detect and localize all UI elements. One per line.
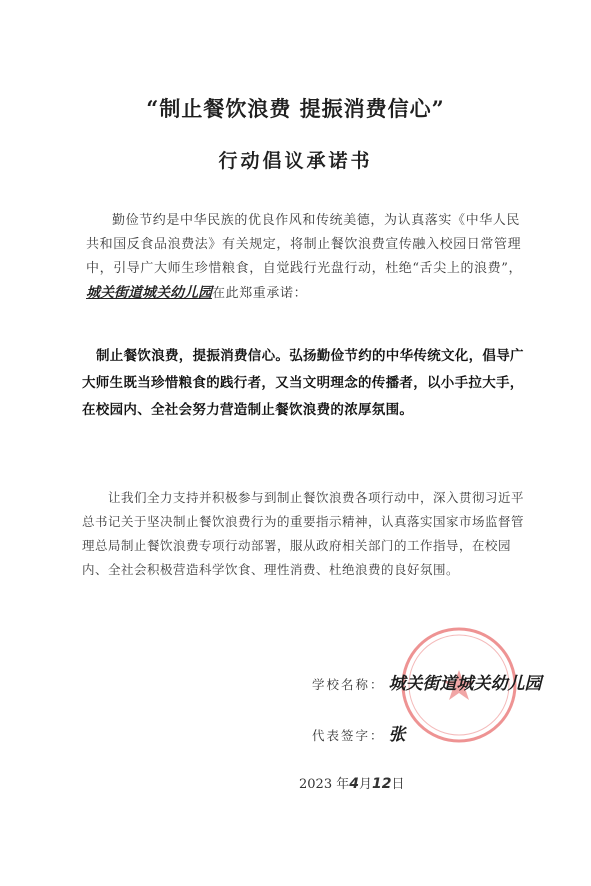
date-month: 4 xyxy=(349,776,359,792)
paragraph-commitment: 制止餐饮浪费，提振消费信心。弘扬勤俭节约的中华传统文化，倡导广大师生既当珍惜粮食的践行者，又当文明理念的传播者，以小手拉大手，在校园内、全社会努力营造制止餐饮浪费的浓厚氛围。 xyxy=(82,348,524,418)
date-day: 12 xyxy=(372,776,392,792)
document-title: “制止餐饮浪费 提振消费信心” xyxy=(146,96,445,121)
paragraph-intro xyxy=(86,209,528,306)
paragraph-call-to-action: 让我们全力支持并积极参与到制止餐饮浪费各项行动中，深入贯彻习近平总书记关于坚决制止餐饮浪费行为的重要指示精神，认真落实国家市场监督管理总局制止餐饮浪费专项行动部署，服从政府相关部门的工作指导，在校园内、全社会积极营造科学饮食、理性消费、杜绝浪费的良好氛围。 xyxy=(82,490,525,577)
paragraph-intro-text: 勤俭节约是中华民族的优良作风和传统美德，为认真落实《中华人民共和国反食品浪费法》有关规定，将制止餐饮浪费宣传融入校园日常管理中，引导广大师生珍惜粮食，自觉践行光盘行动，杜绝“舌尖上的浪费”， xyxy=(86,213,523,276)
representative-signature-row xyxy=(312,720,406,745)
date-year-unit: 年 xyxy=(336,777,350,792)
school-name-handwritten: 城关街道城关幼儿园 xyxy=(388,674,542,694)
school-signature-row xyxy=(312,669,542,694)
date-day-unit: 日 xyxy=(391,777,405,792)
paragraph-intro-tail: 在此郑重承诺： xyxy=(212,286,308,301)
representative-label: 代表签字： xyxy=(312,728,385,743)
school-name-label: 学校名称： xyxy=(312,677,385,692)
handwritten-school-name: 城关街道城关幼儿园 xyxy=(86,285,212,301)
date-month-unit: 月 xyxy=(359,777,373,792)
signing-date xyxy=(299,773,405,792)
date-year: 2023 xyxy=(299,777,333,792)
representative-signature: 张 xyxy=(388,725,406,745)
document-subtitle: 行动倡议承诺书 xyxy=(218,150,373,172)
